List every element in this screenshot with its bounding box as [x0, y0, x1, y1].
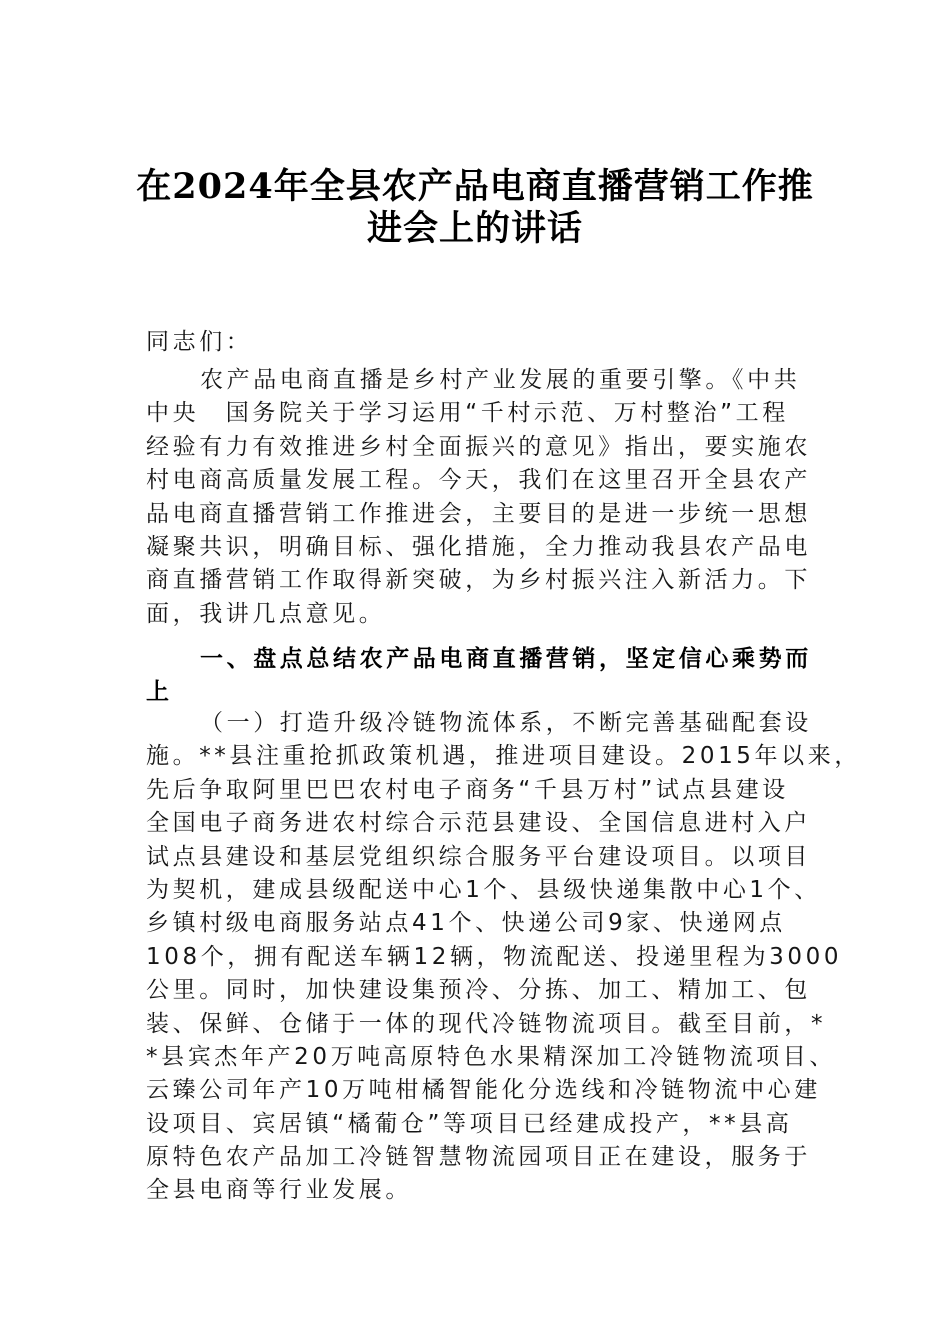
text-line: 云臻公司年产10万吨柑橘智能化分选线和冷链物流中心建 — [146, 1077, 821, 1104]
paragraph-cold-chain — [146, 707, 861, 1208]
text-line: 中央 国务院关于学习运用“千村示范、万村整治”工程 — [146, 400, 789, 427]
text-line: 为契机，建成县级配送中心1个、县级快递集散中心1个、 — [146, 876, 821, 903]
text-line: 村电商高质量发展工程。今天，我们在这里召开全县农产 — [146, 467, 811, 494]
text-line: 装、保鲜、仓储于一体的现代冷链物流项目。截至目前，* — [146, 1010, 827, 1037]
text-line: 先后争取阿里巴巴农村电子商务“千县万村”试点县建设 — [146, 776, 789, 803]
heading-line: 上 — [146, 679, 173, 706]
text-line: 凝聚共识，明确目标、强化措施，全力推动我县农产品电 — [146, 533, 811, 560]
text-line: 原特色农产品加工冷链智慧物流园项目正在建设，服务于 — [146, 1144, 811, 1171]
text-line: 设项目、宾居镇“橘葡仓”等项目已经建成投产，**县高 — [146, 1110, 793, 1137]
text-line: 全国电子商务进农村综合示范县建设、全国信息进村入户 — [146, 810, 811, 837]
document-title-line-2: 进会上的讲话 — [366, 208, 583, 249]
text-line: 108个，拥有配送车辆12辆，物流配送、投递里程为3000 — [146, 943, 843, 970]
text-line: 施。**县注重抢抓政策机遇，推进项目建设。2015年以来， — [146, 743, 861, 770]
text-line: 乡镇村级电商服务站点41个、快递公司9家、快递网点 — [146, 910, 786, 937]
text-line: 公里。同时，加快建设集预冷、分拣、加工、精加工、包 — [146, 977, 811, 1004]
text-line: 农产品电商直播是乡村产业发展的重要引擎。《中共 — [200, 367, 801, 393]
text-line: 经验有力有效推进乡村全面振兴的意见》指出，要实施农 — [146, 433, 811, 460]
paragraph-intro — [146, 364, 810, 631]
text-line: 试点县建设和基层党组织综合服务平台建设项目。以项目 — [146, 843, 811, 870]
salutation: 同志们： — [146, 329, 253, 355]
text-line: 面，我讲几点意见。 — [146, 600, 386, 627]
text-line: 品电商直播营销工作推进会，主要目的是进一步统一思想 — [146, 500, 811, 527]
section-heading-1 — [146, 643, 810, 710]
text-line: 全县电商等行业发展。 — [146, 1177, 412, 1204]
text-line: （一）打造升级冷链物流体系，不断完善基础配套设 — [200, 710, 812, 736]
document-title-line-1: 在2024年全县农产品电商直播营销工作推 — [136, 166, 814, 207]
text-line: 商直播营销工作取得新突破，为乡村振兴注入新活力。下 — [146, 567, 811, 594]
heading-line: 一、盘点总结农产品电商直播营销，坚定信心乘势而 — [200, 646, 812, 672]
text-line: *县宾杰年产20万吨高原特色水果精深加工冷链物流项目、 — [146, 1043, 836, 1070]
